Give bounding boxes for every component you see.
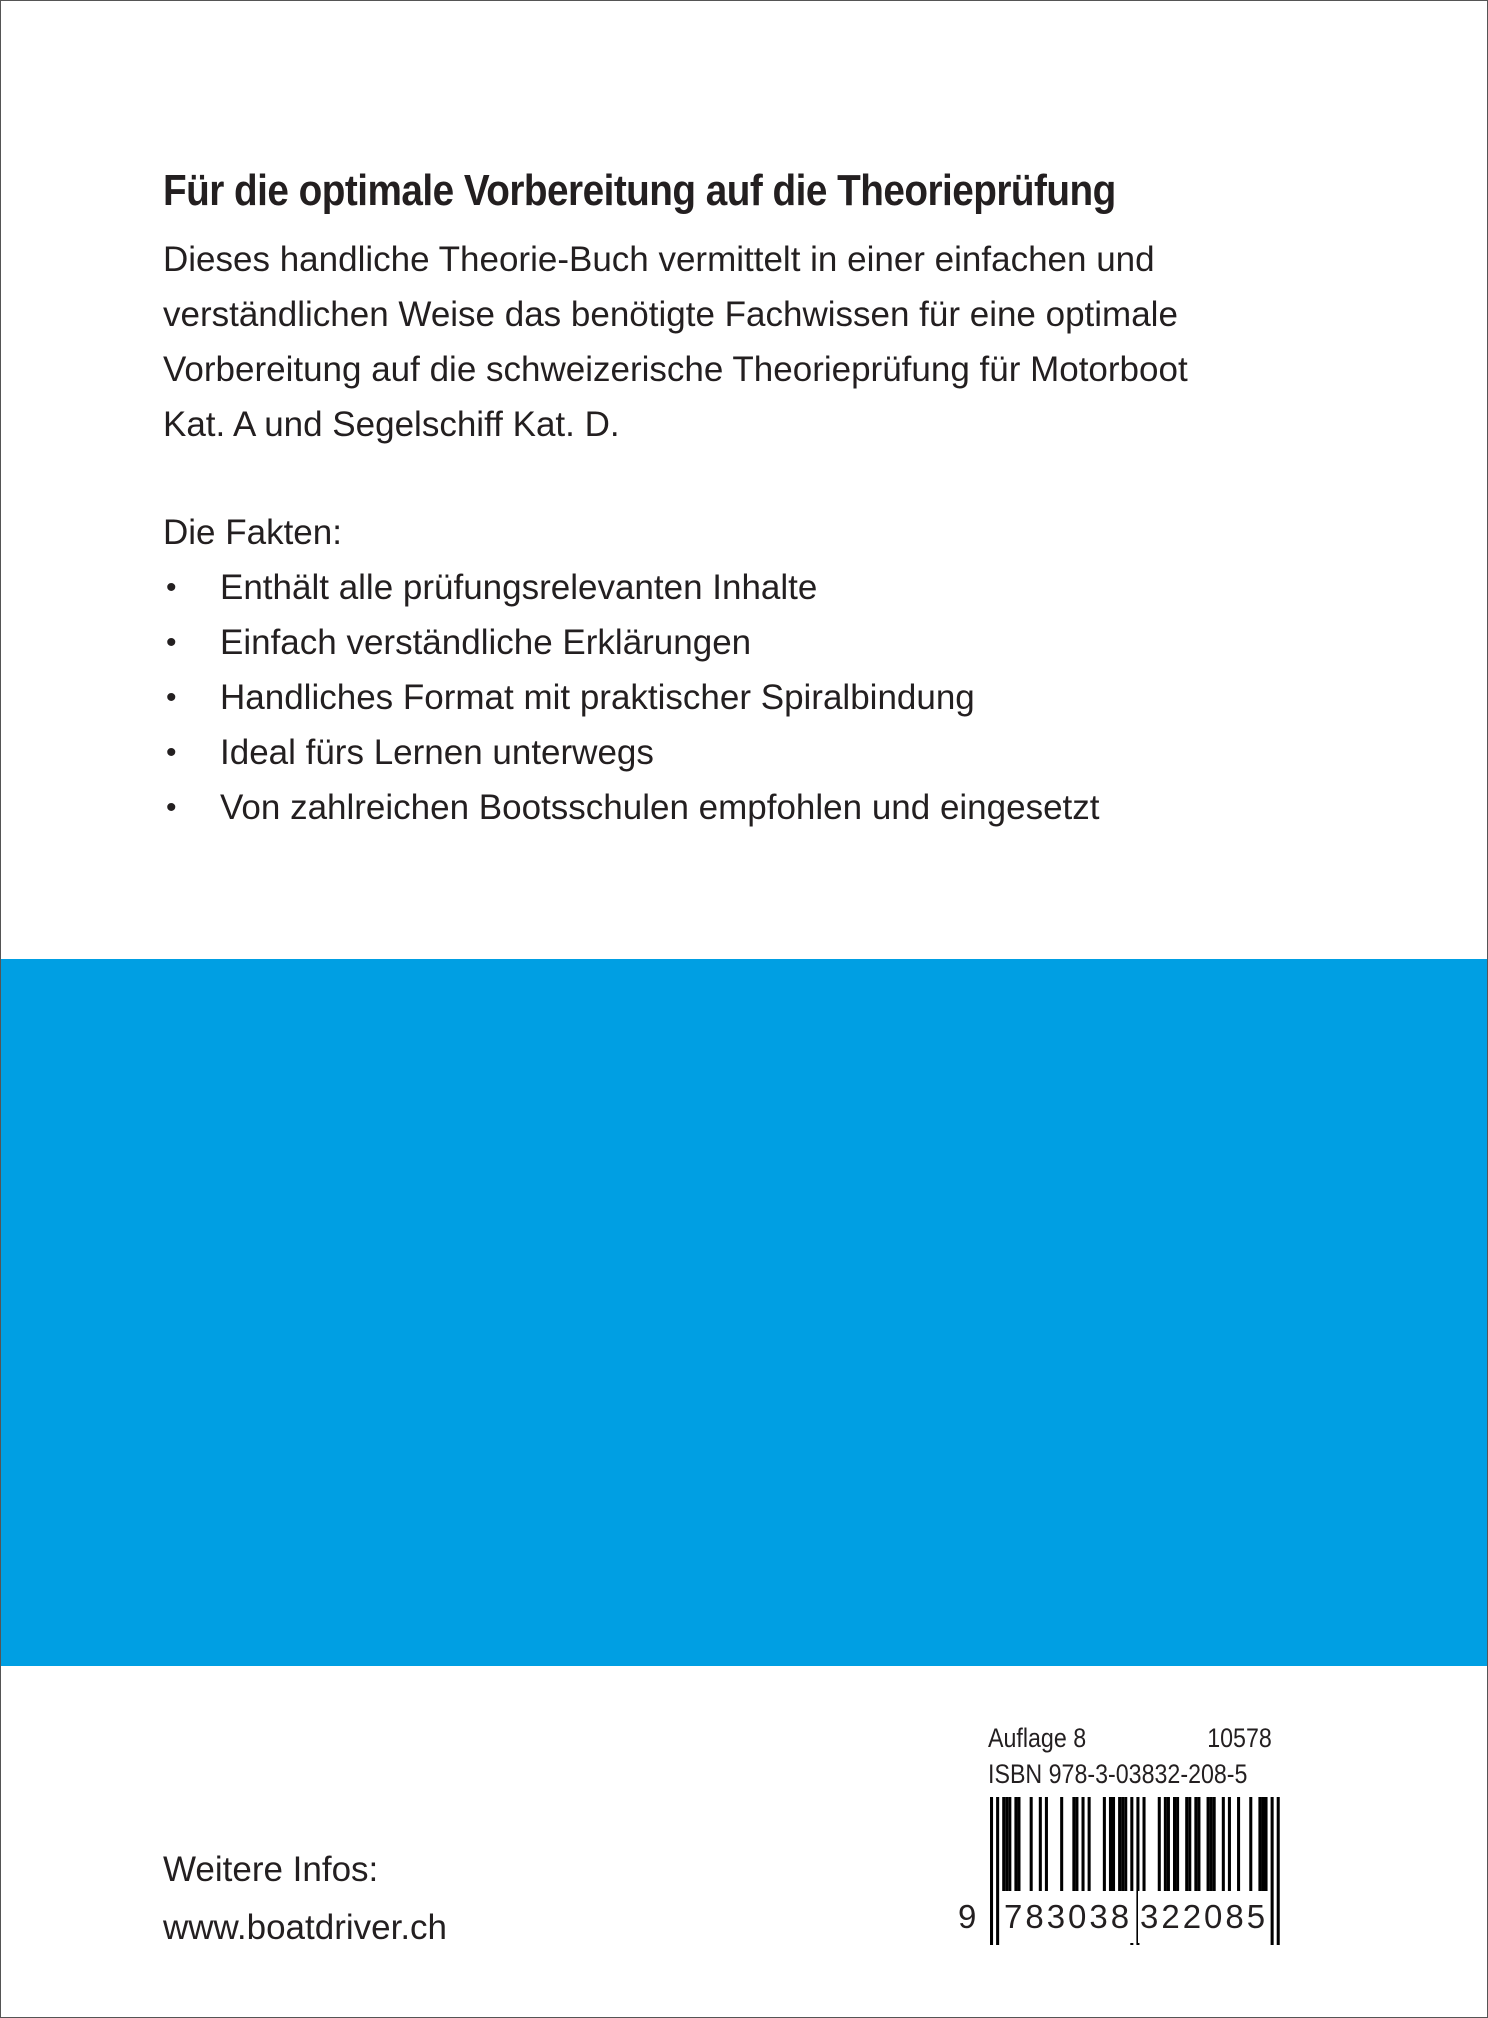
barcode-bar bbox=[1039, 1797, 1042, 1901]
bullet-icon: • bbox=[166, 791, 177, 824]
barcode-bar bbox=[1164, 1797, 1167, 1901]
barcode-bar bbox=[1237, 1797, 1240, 1901]
fact-text: Enthält alle prüfungsrelevanten Inhalte bbox=[220, 568, 818, 607]
more-info-label: Weitere Infos: bbox=[163, 1850, 379, 1889]
facts-list bbox=[163, 560, 1323, 835]
barcode-bar bbox=[1002, 1797, 1005, 1901]
barcode-bar bbox=[1005, 1797, 1008, 1901]
barcode-bar bbox=[1167, 1797, 1170, 1901]
barcode-bar bbox=[1082, 1797, 1085, 1901]
barcode-bar bbox=[1103, 1797, 1106, 1901]
barcode-guard-bar bbox=[1271, 1797, 1274, 1945]
barcode-bar bbox=[1072, 1797, 1075, 1901]
page-title: Für die optimale Vorbereitung auf die Theorieprüfung bbox=[163, 166, 1116, 215]
barcode-bar bbox=[1060, 1797, 1063, 1901]
edition-label: Auflage 8 bbox=[988, 1723, 1087, 1753]
barcode-bar bbox=[1194, 1797, 1197, 1901]
barcode-guard-bar bbox=[1277, 1797, 1280, 1945]
fact-text: Ideal fürs Lernen unterwegs bbox=[220, 733, 654, 772]
facts-label: Die Fakten: bbox=[163, 513, 342, 552]
barcode-bar bbox=[1261, 1797, 1264, 1901]
barcode-bar bbox=[1185, 1797, 1188, 1901]
intro-paragraph bbox=[163, 232, 1323, 452]
fact-text: Von zahlreichen Bootsschulen empfohlen und eingesetzt bbox=[220, 788, 1100, 827]
barcode-bar bbox=[1188, 1797, 1191, 1901]
barcode-bar bbox=[1213, 1797, 1216, 1901]
bullet-icon: • bbox=[166, 681, 177, 714]
barcode-bar bbox=[1222, 1797, 1225, 1901]
list-item bbox=[163, 560, 1323, 615]
bullet-icon: • bbox=[166, 736, 177, 769]
intro-line: Dieses handliche Theorie-Buch vermittelt in einer einfachen und bbox=[163, 240, 1155, 279]
barcode-digit-first: 9 bbox=[958, 1898, 977, 1935]
barcode-bar bbox=[1112, 1797, 1115, 1901]
barcode-guard-bar bbox=[996, 1797, 999, 1945]
barcode-bar bbox=[1143, 1797, 1146, 1901]
barcode-guard-bar bbox=[990, 1797, 993, 1945]
intro-line: Kat. A und Segelschiff Kat. D. bbox=[163, 405, 620, 444]
blue-color-band bbox=[1, 959, 1487, 1666]
barcode-bar bbox=[1173, 1797, 1176, 1901]
isbn-text: ISBN 978-3-03832-208-5 bbox=[988, 1759, 1248, 1789]
barcode-bar bbox=[1124, 1797, 1127, 1901]
barcode-bar bbox=[1121, 1797, 1124, 1901]
barcode-bar bbox=[1258, 1797, 1261, 1901]
barcode-bar bbox=[1088, 1797, 1091, 1901]
barcode-bar bbox=[1197, 1797, 1200, 1901]
fact-text: Handliches Format mit praktischer Spiralbindung bbox=[220, 678, 975, 717]
barcode-digits-left: 783038 bbox=[1002, 1891, 1134, 1943]
barcode-bar bbox=[1030, 1797, 1033, 1901]
website-link[interactable]: www.boatdriver.ch bbox=[163, 1908, 448, 1947]
barcode-bar bbox=[1176, 1797, 1179, 1901]
barcode-bar bbox=[1249, 1797, 1252, 1901]
edition-row bbox=[988, 1721, 1272, 1755]
barcode-bar bbox=[1265, 1797, 1268, 1901]
barcode-bar bbox=[1158, 1797, 1161, 1901]
list-item bbox=[163, 615, 1323, 670]
barcode-digits-right: 322085 bbox=[1138, 1891, 1270, 1943]
barcode-bar bbox=[1228, 1797, 1231, 1901]
intro-line: Vorbereitung auf die schweizerische Theorieprüfung für Motorboot bbox=[163, 350, 1188, 389]
barcode-bar bbox=[1008, 1797, 1011, 1901]
barcode-bar bbox=[1075, 1797, 1078, 1901]
barcode-bar bbox=[1014, 1797, 1017, 1901]
barcode-bar bbox=[1109, 1797, 1112, 1901]
list-item bbox=[163, 780, 1323, 835]
bullet-icon: • bbox=[166, 626, 177, 659]
barcode-bar bbox=[1207, 1797, 1210, 1901]
intro-line: verständlichen Weise das benötigte Fachwissen für eine optimale bbox=[163, 295, 1178, 334]
barcode-bar bbox=[1118, 1797, 1121, 1901]
barcode-bar bbox=[1045, 1797, 1048, 1901]
bullet-icon: • bbox=[166, 571, 177, 604]
article-number: 10578 bbox=[1207, 1723, 1272, 1753]
fact-text: Einfach verständliche Erklärungen bbox=[220, 623, 752, 662]
list-item bbox=[163, 725, 1323, 780]
list-item bbox=[163, 670, 1323, 725]
barcode-bar bbox=[1210, 1797, 1213, 1901]
barcode-bar bbox=[1017, 1797, 1020, 1901]
